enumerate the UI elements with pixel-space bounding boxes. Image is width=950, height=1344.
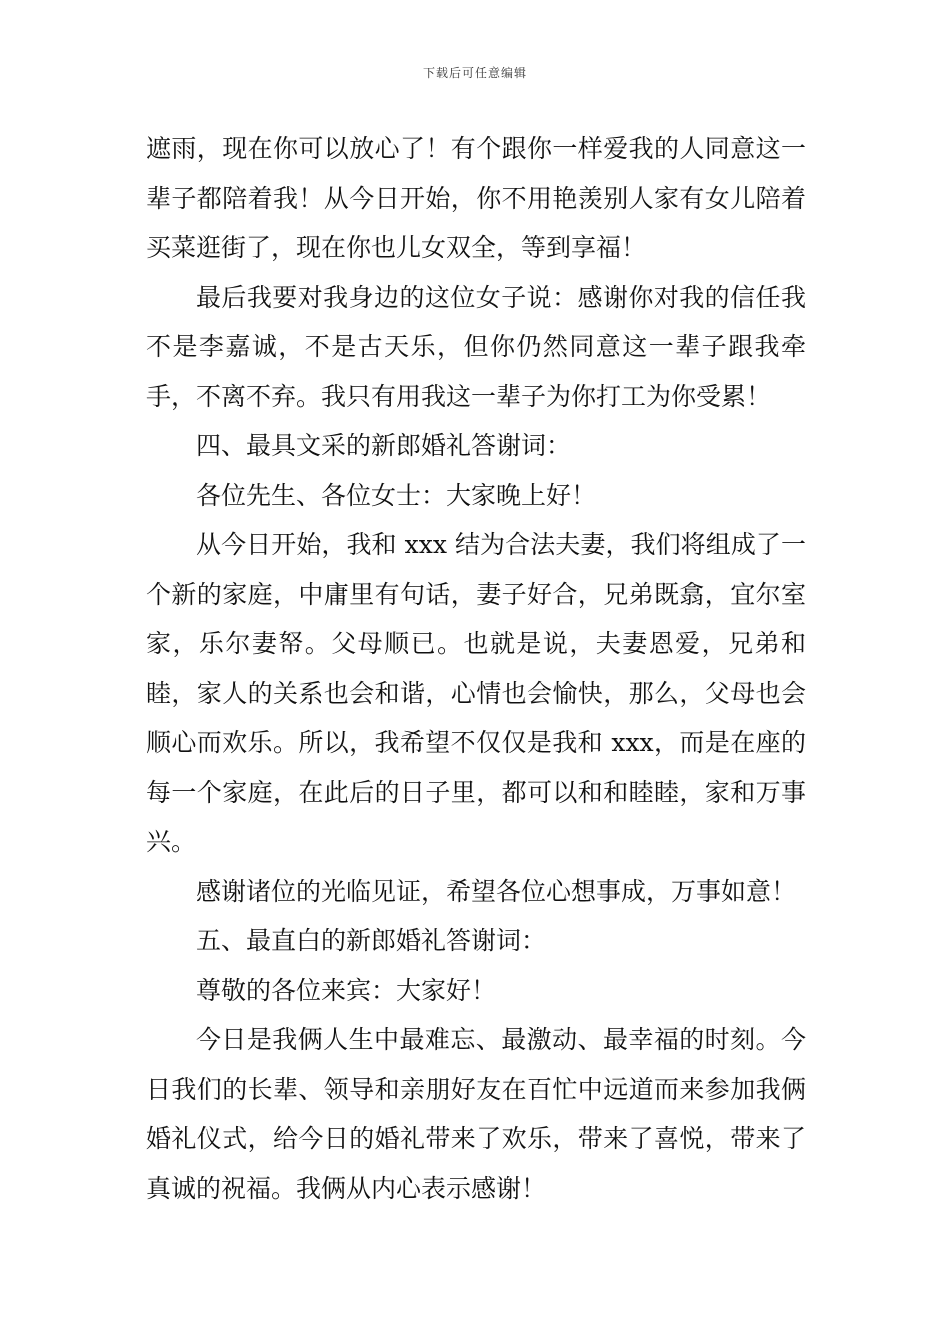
paragraph-4: 感谢诸位的光临见证，希望各位心想事成，万事如意！ bbox=[196, 876, 797, 906]
paragraph-greeting-1: 各位先生、各位女士：大家晚上好！ bbox=[196, 480, 597, 510]
section-heading-5: 五、最直白的新郎婚礼答谢词： bbox=[196, 926, 547, 955]
page-header: 下载后可任意编辑 bbox=[422, 66, 527, 80]
paragraph-5: 今日是我俩人生中最难忘、最激动、最幸福的时刻。今日我们的长辈、领导和亲朋好友在百忙中远道而来参加我俩婚礼仪式，给今日的婚礼带来了欢乐，带来了喜悦，带来了真诚的祝福。我俩从内心表示感谢！ bbox=[146, 1025, 806, 1203]
paragraph-greeting-2: 尊敬的各位来宾：大家好！ bbox=[196, 975, 497, 1005]
paragraph-1: 遮雨，现在你可以放心了！有个跟你一样爱我的人同意这一辈子都陪着我！从今日开始，你不用艳羡别人家有女儿陪着买菜逛街了，现在你也儿女双全，等到享福！ bbox=[146, 134, 806, 262]
paragraph-2: 最后我要对我身边的这位女子说：感谢你对我的信任我不是李嘉诚，不是古天乐，但你仍然同意这一辈子跟我牵手，不离不弃。我只有用我这一辈子为你打工为你受累！ bbox=[146, 282, 806, 411]
document-body bbox=[146, 124, 806, 1213]
section-heading-4: 四、最具文采的新郎婚礼答谢词： bbox=[196, 431, 572, 460]
paragraph-3: 从今日开始，我和 xxx 结为合法夫妻，我们将组成了一个新的家庭，中庸里有句话，妻子好合，兄弟既翕，宜尔室家，乐尔妻帑。父母顺已。也就是说，夫妻恩爱，兄弟和睦，家人的关系也会和谐，心情也会愉快，那么，父母也会顺心而欢乐。所以，我希望不仅仅是我和 xxx，而是在座的每一个家庭，在此后的日子里，都可以和和睦睦，家和万事兴。 bbox=[146, 530, 806, 856]
